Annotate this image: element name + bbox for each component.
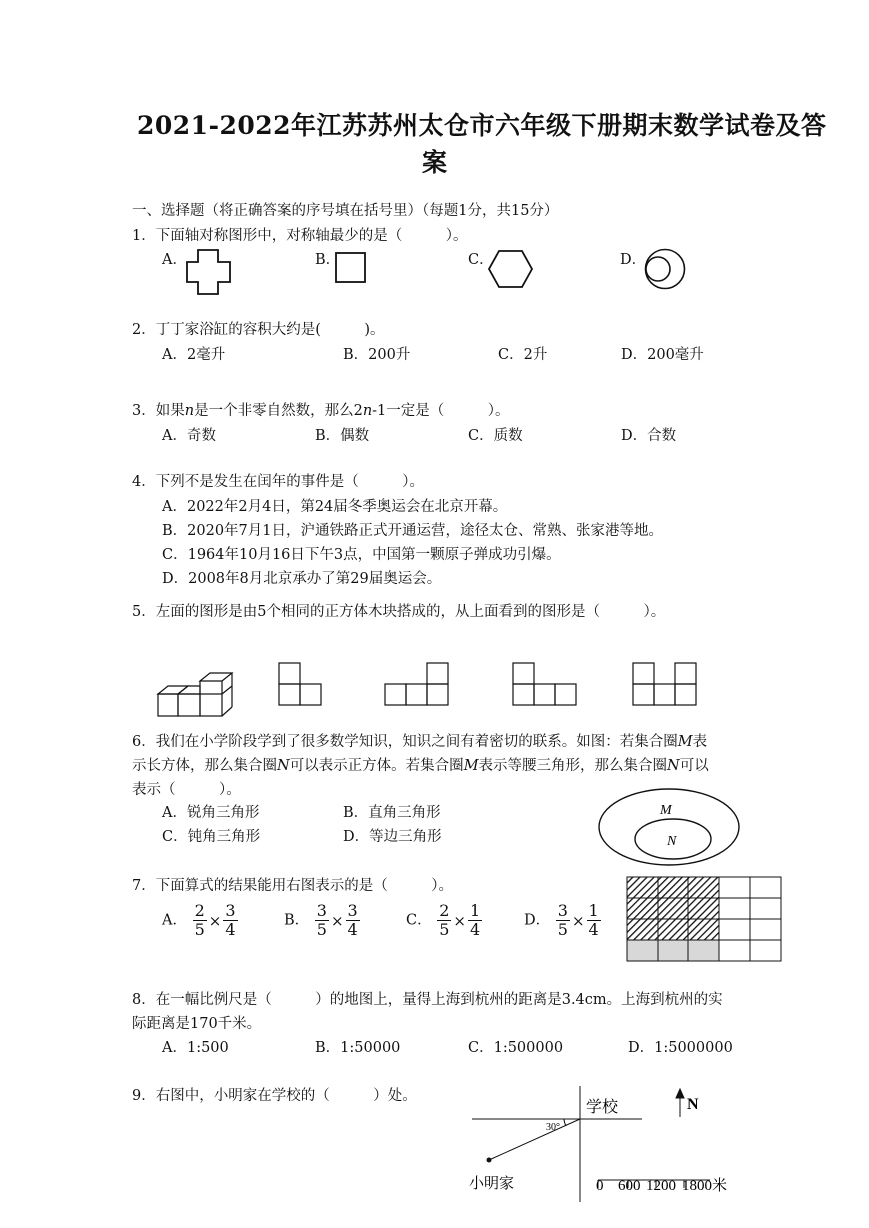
venn-outer-ellipse <box>599 789 739 865</box>
q1-label-d: D． <box>620 252 647 268</box>
q7-option-b: B． $\frac{3}{5}$ × $\frac{3}{4}$ <box>284 901 358 939</box>
q6-line1-end: 表 <box>692 734 708 750</box>
q4-option-a: A．2022年2月4日，第24届冬季奥运会在北京开幕。 <box>162 499 508 515</box>
q7-a-fraction-2: $\frac{3}{4}$ <box>225 901 236 939</box>
q6-line2-d: 可以 <box>679 758 709 774</box>
q1-label-b: B． <box>315 252 341 268</box>
q4-option-d: D．2008年8月北京承办了第29届奥运会。 <box>162 571 442 587</box>
q9-stem: 9．右图中，小明家在学校的（ ）处。 <box>132 1088 417 1104</box>
q8-line2: 际距离是170千米。 <box>132 1016 262 1032</box>
q4-stem: 4．下列不是发生在闰年的事件是（ ）。 <box>132 474 424 490</box>
q2-stem: 2．丁丁家浴缸的容积大约是( )。 <box>132 322 385 338</box>
q7-option-c: C． $\frac{2}{5}$ × $\frac{1}{4}$ <box>406 901 481 939</box>
q6-var-m2: M <box>463 758 479 774</box>
q7-d-fraction-1: $\frac{3}{5}$ <box>557 901 568 939</box>
q7-option-a: A． $\frac{2}{5}$ × $\frac{3}{4}$ <box>162 901 236 939</box>
q5-option-b-figure <box>384 662 452 708</box>
page-title-line1: 2021-2022年江苏苏州太仓市六年级下册期末数学试卷及答 <box>137 111 827 140</box>
q7-b-fraction-2: $\frac{3}{4}$ <box>347 901 358 939</box>
q3-var-n2: n <box>362 403 373 419</box>
square-shape-icon <box>335 252 367 284</box>
q6-option-b: B．直角三角形 <box>343 805 441 821</box>
q6-var-n2: N <box>667 758 680 774</box>
q8-option-d: D．1:5000000 <box>628 1040 733 1056</box>
cross-shape-icon <box>186 248 232 298</box>
q8-line1: 8．在一幅比例尺是（ ）的地图上，量得上海到杭州的距离是3.4cm。上海到杭州的实 <box>132 992 723 1008</box>
q6-line2-c: 表示等腰三角形，那么集合圈 <box>478 758 668 774</box>
venn-label-m: M <box>660 803 672 818</box>
q6-line2 <box>132 756 709 776</box>
section-heading: 一、选择题（将正确答案的序号填在括号里）（每题1分，共15分） <box>132 203 559 219</box>
q3-option-b: B．偶数 <box>315 428 370 444</box>
q5-stem: 5．左面的图形是由5个相同的正方体木块搭成的，从上面看到的图形是（ ）。 <box>132 604 666 620</box>
q2-option-d: D．200毫升 <box>621 347 704 363</box>
q3-option-d: D．合数 <box>621 428 677 444</box>
q5-option-c-figure <box>512 662 580 708</box>
venn-diagram <box>598 788 742 868</box>
q6-option-d: D．等边三角形 <box>343 829 442 845</box>
q7-b-fraction-1: $\frac{3}{5}$ <box>316 901 327 939</box>
q3-stem-prefix: 3．如果 <box>132 403 185 419</box>
q7-c-fraction-2: $\frac{1}{4}$ <box>469 901 481 939</box>
q4-option-c: C．1964年10月16日下午3点，中国第一颗原子弹成功引爆。 <box>162 547 561 563</box>
q3-option-c: C．质数 <box>468 428 523 444</box>
venn-label-n: N <box>667 834 677 849</box>
direction-map-figure <box>466 1084 756 1204</box>
q3-stem-suffix: -1一定是（ ）。 <box>372 403 510 419</box>
q6-line2-b: 可以表示正方体。若集合圈 <box>289 758 464 774</box>
q3-stem <box>132 401 510 421</box>
hexagon-shape-icon <box>488 250 534 290</box>
q8-option-a: A．1:500 <box>162 1040 229 1056</box>
q6-option-c: C．钝角三角形 <box>162 829 261 845</box>
q2-option-c: C．2升 <box>498 347 548 363</box>
scale-tick-1800: 1800米 <box>682 1178 728 1194</box>
map-label-angle: 30° <box>546 1122 560 1133</box>
map-label-school: 学校 <box>586 1097 619 1116</box>
q7-label-d: D． <box>524 912 551 929</box>
q4-option-b: B．2020年7月1日，沪通铁路正式开通运营，途径太仓、常熟、张家港等地。 <box>162 523 664 539</box>
q7-stem: 7．下面算式的结果能用右图表示的是（ ）。 <box>132 878 453 894</box>
q6-line1 <box>132 732 707 752</box>
q5-option-d-figure <box>632 662 700 708</box>
q1-label-c: C． <box>468 252 494 268</box>
q7-label-c: C． <box>406 912 432 929</box>
q6-var-m: M <box>677 734 693 750</box>
q3-option-a: A．奇数 <box>162 428 216 444</box>
q7-option-d: D． $\frac{3}{5}$ × $\frac{1}{4}$ <box>524 901 599 939</box>
q2-option-a: A．2毫升 <box>162 347 226 363</box>
q7-a-fraction-1: $\frac{2}{5}$ <box>194 901 205 939</box>
q6-line3: 表示（ ）。 <box>132 782 241 798</box>
q7-d-fraction-2: $\frac{1}{4}$ <box>588 901 599 939</box>
scale-tick-1200: 1200 <box>646 1178 676 1194</box>
page-title-line2: 案 <box>422 148 448 177</box>
q6-line1-text: 6．我们在小学阶段学到了很多数学知识，知识之间有着密切的联系。如图：若集合圈 <box>132 734 678 750</box>
map-label-home: 小明家 <box>469 1174 515 1192</box>
north-arrow-label: N <box>687 1096 699 1113</box>
fraction-grid-figure <box>626 876 784 964</box>
q6-option-a: A．锐角三角形 <box>162 805 260 821</box>
q7-c-fraction-1: $\frac{2}{5}$ <box>439 901 450 939</box>
scale-tick-600: 600 <box>618 1178 641 1194</box>
q1-label-a: A． <box>162 252 187 268</box>
q5-option-a-figure <box>278 662 324 708</box>
q6-var-n: N <box>277 758 290 774</box>
q2-option-b: B．200升 <box>343 347 411 363</box>
q8-option-c: C．1:500000 <box>468 1040 564 1056</box>
stacked-cubes-figure <box>156 668 238 720</box>
q3-var-n: n <box>184 403 195 419</box>
q7-label-a: A． <box>162 912 187 929</box>
q8-option-b: B．1:50000 <box>315 1040 401 1056</box>
scale-tick-0: 0 <box>596 1178 604 1194</box>
q6-line2-a: 示长方体，那么集合圈 <box>132 758 277 774</box>
two-circles-icon <box>643 248 687 290</box>
q1-stem: 1．下面轴对称图形中，对称轴最少的是（ ）。 <box>132 228 468 244</box>
q3-stem-mid: 是一个非零自然数，那么2 <box>194 403 363 419</box>
q7-label-b: B． <box>284 912 310 929</box>
